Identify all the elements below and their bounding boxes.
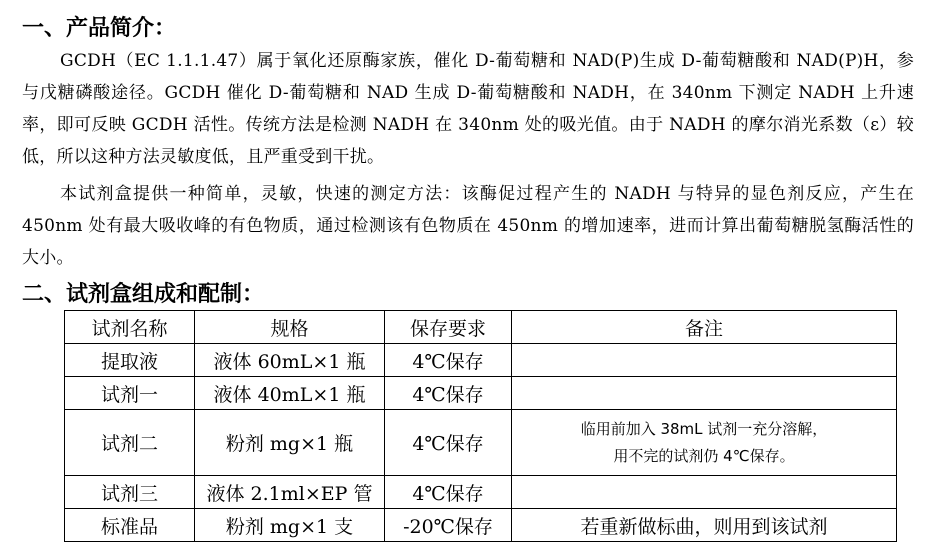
note-line-2: 用不完的试剂仍 4℃保存。 (613, 446, 795, 465)
header-spec: 规格 (195, 311, 385, 344)
table-row (65, 344, 897, 377)
cell-note (512, 377, 897, 410)
cell-spec: 粉剂 mg×1 支 (195, 509, 385, 542)
cell-spec: 粉剂 mg×1 瓶 (195, 410, 385, 476)
table-row (65, 410, 897, 476)
cell-spec: 液体 40mL×1 瓶 (195, 377, 385, 410)
cell-name: 试剂一 (65, 377, 195, 410)
cell-note: 若重新做标曲，则用到该试剂 (512, 509, 897, 542)
cell-spec: 液体 60mL×1 瓶 (195, 344, 385, 377)
cell-storage: 4℃保存 (385, 377, 512, 410)
cell-storage: 4℃保存 (385, 344, 512, 377)
cell-name: 试剂三 (65, 476, 195, 509)
header-storage: 保存要求 (385, 311, 512, 344)
header-note: 备注 (512, 311, 897, 344)
intro-paragraph-2: 本试剂盒提供一种简单，灵敏，快速的测定方法：该酶促过程产生的 NADH 与特异的显色剂反应，产生在 450nm 处有最大吸收峰的有色物质，通过检测该有色物质在 450nm 的增加速率，进而计算出葡萄糖脱氢酶活性的大小。 (22, 184, 914, 268)
cell-storage: -20℃保存 (385, 509, 512, 542)
table-row (65, 476, 897, 509)
cell-name: 试剂二 (65, 410, 195, 476)
intro-paragraph-1: GCDH（EC 1.1.1.47）属于氧化还原酶家族，催化 D-葡萄糖和 NAD(P)生成 D-葡萄糖酸和 NAD(P)H，参与戊糖磷酸途径。GCDH 催化 D-葡萄糖和 NAD 生成 D-葡萄糖酸和 NADH，在 340nm 下测定 NADH 上升速率，即可反映 GCDH 活性。传统方法是检测 NADH 在 340nm 处的吸光值。由于 NADH 的摩尔消光系数（ε）较低，所以这种方法灵敏度低，且严重受到干扰。 (22, 51, 914, 167)
cell-note (512, 410, 897, 476)
cell-note (512, 344, 897, 377)
section1-heading: 一、产品简介： (22, 16, 177, 41)
cell-name: 提取液 (65, 344, 195, 377)
table-row (65, 377, 897, 410)
kit-composition-table (64, 310, 897, 542)
table-header-row (65, 311, 897, 344)
note-line-1: 临用前加入 38mL 试剂一充分溶解， (580, 419, 828, 438)
cell-name: 标准品 (65, 509, 195, 542)
cell-storage: 4℃保存 (385, 476, 512, 509)
cell-note (512, 476, 897, 509)
cell-spec: 液体 2.1ml×EP 管 (195, 476, 385, 509)
cell-storage: 4℃保存 (385, 410, 512, 476)
table-row (65, 509, 897, 542)
section2-heading: 二、试剂盒组成和配制： (22, 282, 265, 307)
header-reagent-name: 试剂名称 (65, 311, 195, 344)
